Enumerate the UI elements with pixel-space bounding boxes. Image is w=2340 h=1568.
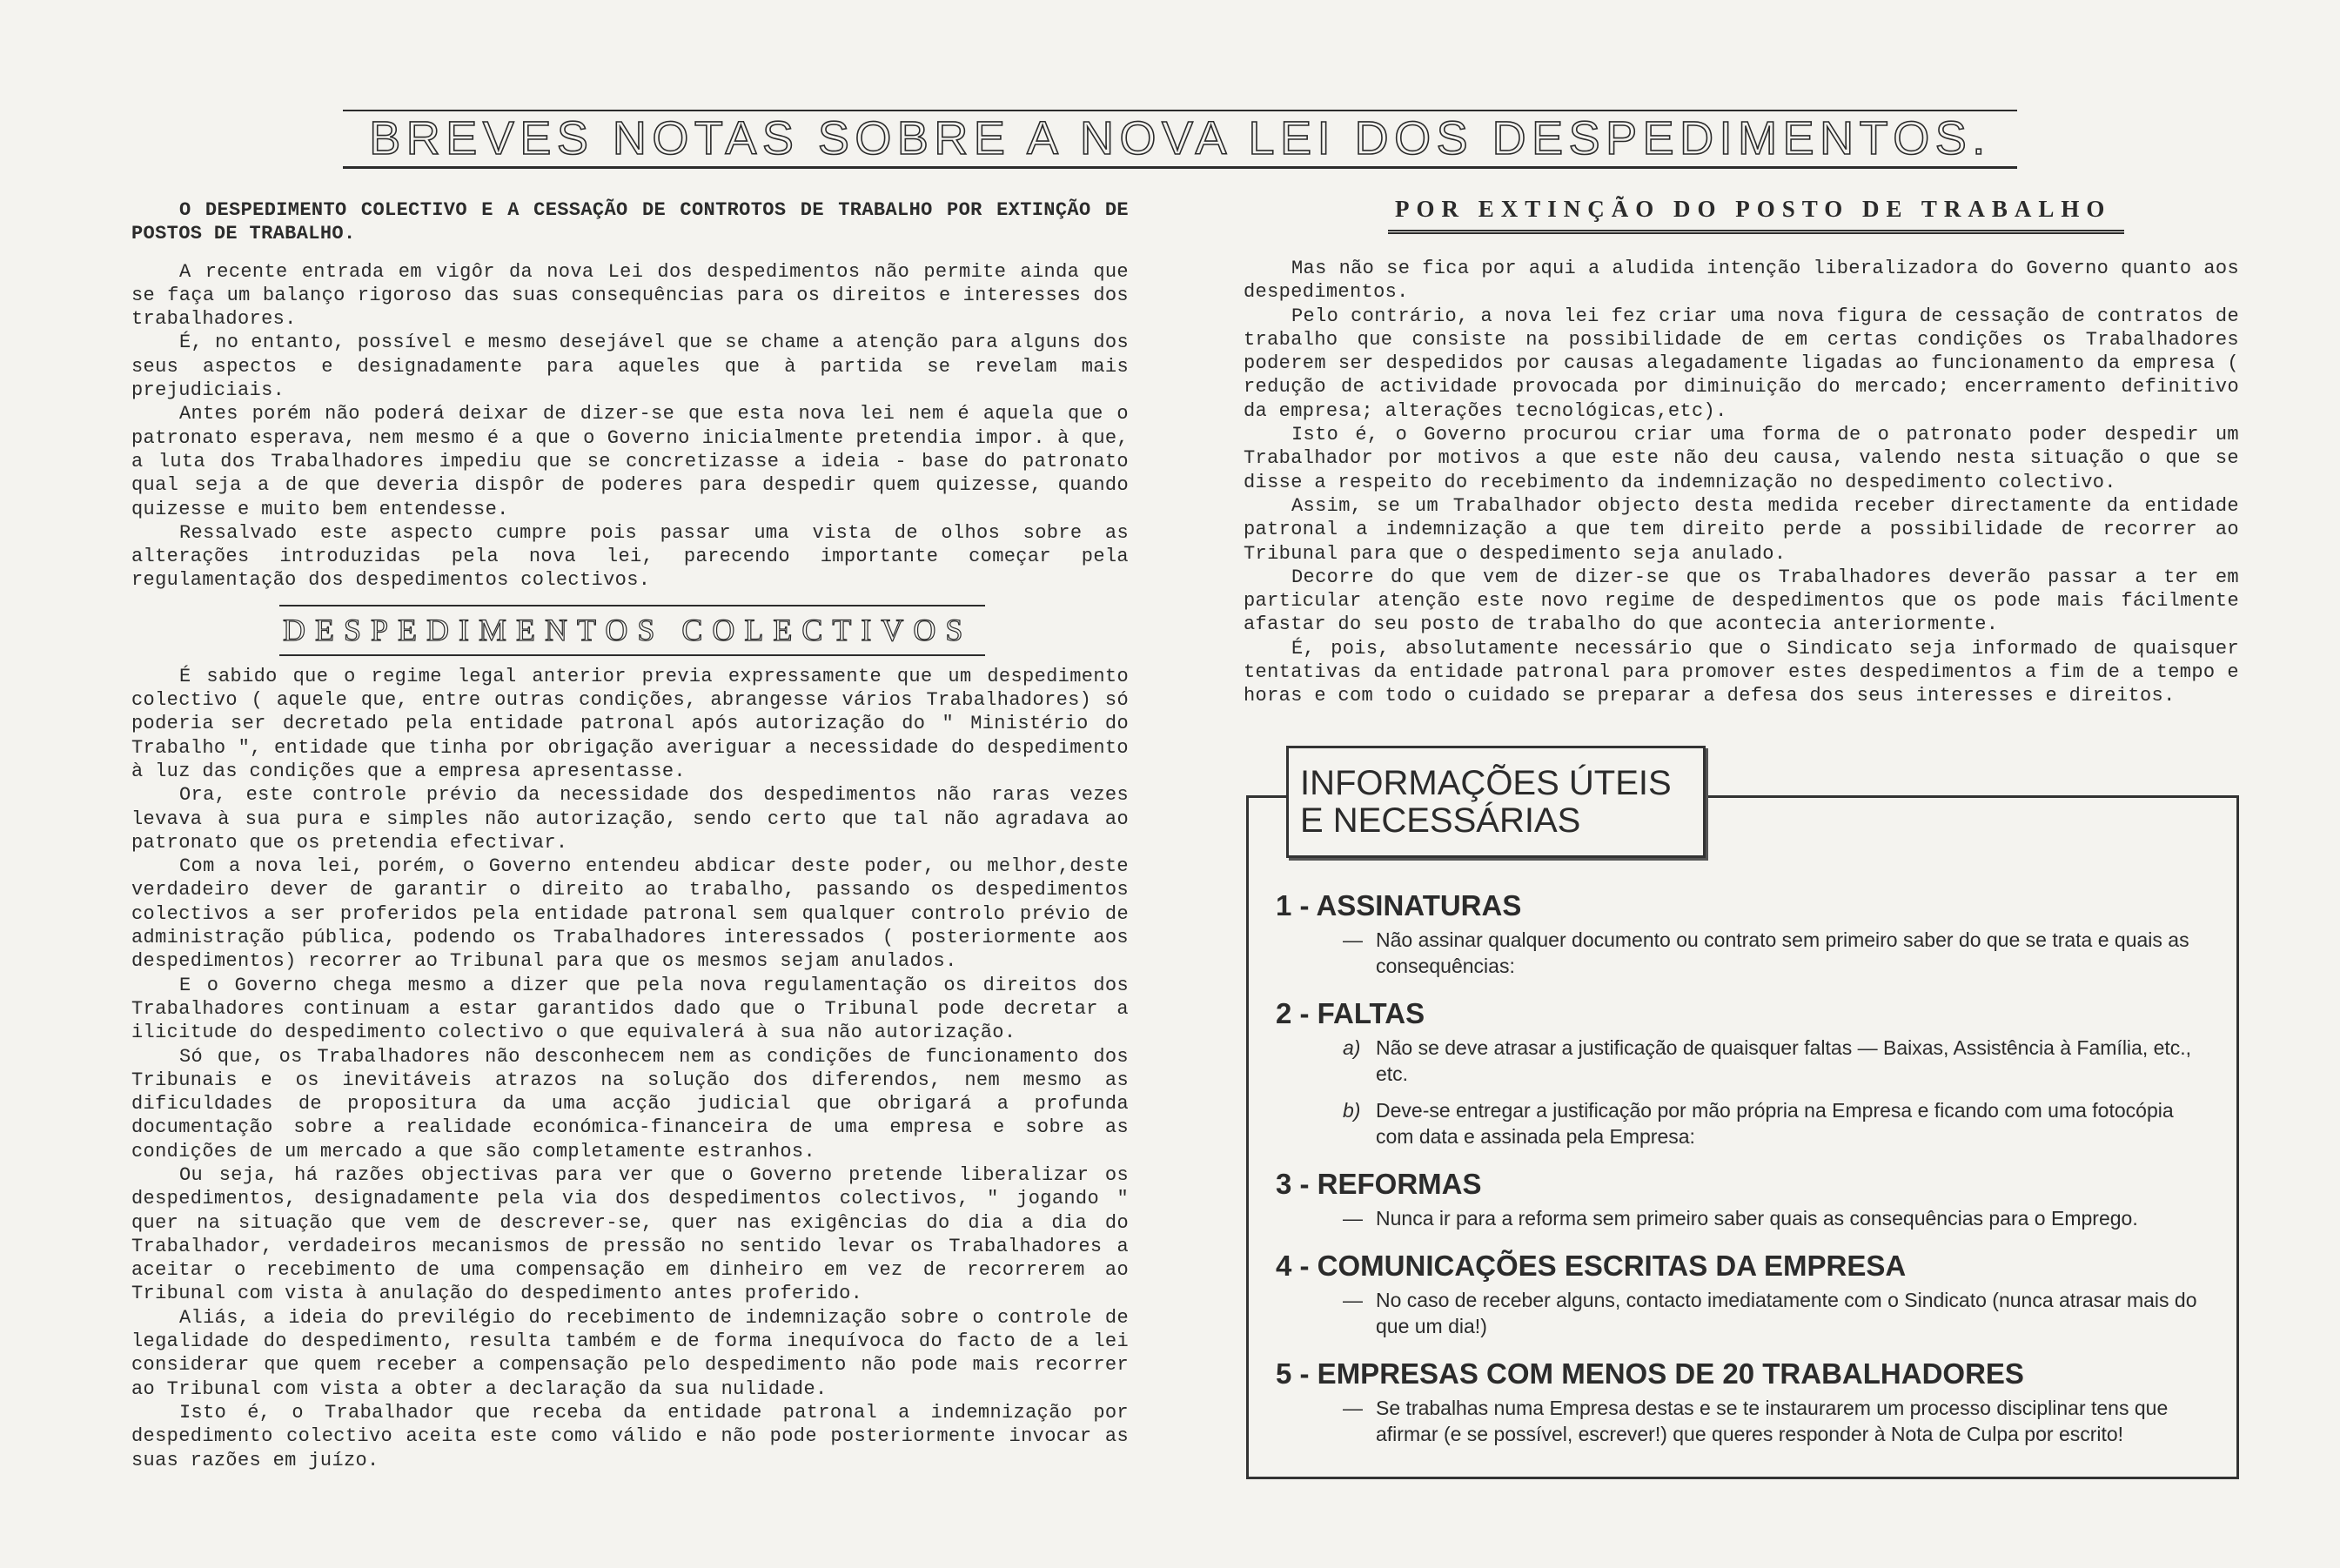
paragraph: Decorre do que vem de dizer-se que os Trabalhadores deverão passar a ter em particular atenção este novo regime de despedimentos que os pode mais fácilmente afastar do seu posto de trabalho do que acontecia anteriormente. [1244, 566, 2239, 636]
paragraph: E o Governo chega mesmo a dizer que pela nova regulamentação os direitos dos Trabalhadores continuam a estar garantidos dado que o Tribunal pode decretar a ilicitude do despedimento colectivo o que equivalerá à sua não autorização. [131, 974, 1129, 1044]
paragraph: Mas não se fica por aqui a aludida intenção liberalizadora do Governo quanto aos despedimentos. [1244, 258, 2239, 304]
info-item-list [1276, 1205, 2216, 1231]
info-section-faltas [1276, 996, 2216, 1149]
info-section-reformas [1276, 1167, 2216, 1231]
info-item [1276, 927, 2216, 979]
intro-heading: O DESPEDIMENTO COLECTIVO E A CESSAÇÃO DE CONTROTOS DE TRABALHO POR EXTINÇÃO DE POSTOS DE TRABALHO. [131, 199, 1129, 245]
dash-marker: — [1343, 928, 1363, 951]
info-item [1276, 1287, 2216, 1339]
info-section-heading: 5 - EMPRESAS COM MENOS DE 20 TRABALHADORES [1276, 1357, 2024, 1390]
dash-marker: — [1343, 1207, 1363, 1230]
info-section-assinaturas [1276, 888, 2216, 979]
info-section-empresas-pequenas [1276, 1357, 2216, 1447]
dash-marker: — [1343, 1397, 1363, 1419]
info-section-heading: 4 - COMUNICAÇÕES ESCRITAS DA EMPRESA [1276, 1250, 1907, 1282]
paragraph: É, no entanto, possível e mesmo desejável que se chame a atenção para alguns dos seus aspectos e designadamente para aqueles que à partida se revelam mais prejudiciais. [131, 332, 1129, 402]
info-item-list [1276, 1287, 2216, 1339]
info-box-title [1286, 746, 1706, 858]
info-box-title-line: INFORMAÇÕES ÚTEIS [1300, 764, 1672, 802]
right-column [1244, 193, 2239, 708]
paragraph: É, pois, absolutamente necessário que o Sindicato seja informado de quaisquer tentativas da entidade patronal para promover estes despedimentos a fim de a tempo e horas e com todo o cuidado se preparar a defesa dos seus interesses e direitos. [1244, 637, 2239, 707]
info-item [1276, 1097, 2216, 1149]
info-item-list [1276, 1035, 2216, 1149]
info-item-text: Se trabalhas numa Empresa destas e se te instaurarem um processo disciplinar tens que afirmar (e se possível, escrever!) que queres responder à Nota de Culpa por escrito! [1376, 1397, 2169, 1445]
left-column [131, 198, 1129, 1472]
info-item [1276, 1205, 2216, 1231]
paragraph: Isto é, o Trabalhador que receba da entidade patronal a indemnização por despedimento colectivo aceita este como válido e não pode posteriormente invocar as suas razões em juízo. [131, 1401, 1129, 1471]
paragraph: Ou seja, há razões objectivas para ver que o Governo pretende liberalizar os despedimentos, designadamente pela via dos despedimentos colectivos, " jogando " quer na situação que vem de descrever-se, quer nas exigências do dia a dia do Trabalhador, verdadeiros mecanismos de pressão no sentido levar os Trabalhadores a aceitar o recebimento de uma compensação em dinheiro em vez de recorrerem ao Tribunal com vista à anulação do despedimento antes proferido. [131, 1163, 1129, 1305]
paragraph: Só que, os Trabalhadores não desconhecem nem as condições de funcionamento dos Tribunais e os inevitáveis atrazos na solução dos diferendos, nem mesmo as dificuldades de propositura da uma acção judicial que obrigará a profunda documentação sobre a realidade económica-financeira de uma empresa e sobre as condições de um mercado a que são completamente estranhos. [131, 1045, 1129, 1163]
paragraph: Pelo contrário, a nova lei fez criar uma nova figura de cessação de contratos de trabalho que consiste na possibilidade de em certas condições os Trabalhadores poderem ser despedidos por causas alegadamente ligadas ao funcionamento da empresa ( redução de actividade provocada por diminuição do mercado; encerramento definitivo da empresa; alterações tecnológicas,etc). [1244, 305, 2239, 422]
info-section-comunicacoes [1276, 1249, 2216, 1339]
info-item-list [1276, 927, 2216, 979]
info-item-text: Deve-se entregar a justificação por mão própria na Empresa e ficando com uma fotocópia com data e assinada pela Empresa: [1376, 1099, 2174, 1148]
letter-marker: a) [1343, 1036, 1361, 1059]
dash-marker: — [1343, 1289, 1363, 1311]
paragraph: É sabido que o regime legal anterior previa expressamente que um despedimento colectivo ( aquele que, entre outras condições, abrangesse vários Trabalhadores) só poderia ser decretado pela entidade patronal após autorização do " Ministério do Trabalho ", entidade que tinha por obrigação averiguar a necessidade do despedimento à luz das condições que a empresa apresentasse. [131, 665, 1129, 782]
info-item-text: Não assinar qualquer documento ou contrato sem primeiro saber do que se trata e quais as consequências: [1376, 928, 2189, 977]
info-item-text: Não se deve atrasar a justificação de quaisquer faltas — Baixas, Assistência à Família, etc., etc. [1376, 1036, 2192, 1085]
paragraph: Assim, se um Trabalhador objecto desta medida receber directamente da entidade patronal a indemnização a que tem direito perde a possibilidade de recorrer ao Tribunal para que o despedimento seja anulado. [1244, 494, 2239, 565]
info-section-heading: 2 - FALTAS [1276, 997, 1425, 1029]
info-item [1276, 1395, 2216, 1447]
paragraph: A recente entrada em vigôr da nova Lei dos despedimentos não permite ainda que se faça um balanço rigoroso das suas consequências para os direitos e interesses dos trabalhadores. [131, 260, 1129, 331]
info-item-text: No caso de receber alguns, contacto imediatamente com o Sindicato (nunca atrasar mais do que um dia!) [1376, 1289, 2197, 1337]
paragraph: Aliás, a ideia do previlégio do recebimento de indemnização sobre o controle de legalidade do despedimento, resulta também e de forma inequívoca do facto de a lei considerar que quem receber a compensação pelo despedimento não pode mais recorrer ao Tribunal com vista a obter a declaração da sua nulidade. [131, 1306, 1129, 1400]
info-item-text: Nunca ir para a reforma sem primeiro saber quais as consequências para o Emprego. [1376, 1207, 2138, 1230]
paragraph: Com a nova lei, porém, o Governo entendeu abdicar deste poder, ou melhor,deste verdadeiro dever de garantir o direito ao trabalho, passando os despedimentos colectivos a ser proferidos pela entidade patronal sem qualquer controlo prévio de administração pública, podendo os Trabalhadores interessados ( posteriormente aos despedimentos) recorrer ao Tribunal para que os mesmos sejam anulados. [131, 855, 1129, 973]
letter-marker: b) [1343, 1099, 1361, 1122]
paragraph: Antes porém não poderá deixar de dizer-se que esta nova lei nem é aquela que o patronato esperava, nem mesmo é a que o Governo inicialmente pretendia impor. à que, a luta dos Trabalhadores impediu que se concretizasse a ideia - base do patronato qual seja a de que deveria dispôr de poderes para despedir quem quizesse, quando quizesse e muito bem entendesse. [131, 403, 1129, 520]
page-title: BREVES NOTAS SOBRE A NOVA LEI DOS DESPEDIMENTOS. [369, 112, 1991, 164]
info-section-heading: 3 - REFORMAS [1276, 1168, 1482, 1200]
paragraph: Ora, este controle prévio da necessidade dos despedimentos não raras vezes levava à sua pura e simples não autorização, sendo certo que tal não agradava ao patronato que os pretendia efectivar. [131, 784, 1129, 854]
paragraph: Ressalvado este aspecto cumpre pois passar uma vista de olhos sobre as alterações introduzidas pela nova lei, parecendo importante começar pela regulamentação dos despedimentos colectivos. [131, 521, 1129, 592]
info-item-list [1276, 1395, 2216, 1447]
section-heading-despedimentos-colectivos: DESPEDIMENTOS COLECTIVOS [279, 605, 985, 656]
info-section-heading: 1 - ASSINATURAS [1276, 889, 1522, 921]
section-heading-extincao-posto: POR EXTINÇÃO DO POSTO DE TRABALHO [1388, 193, 2124, 234]
info-box-title-line: E NECESSÁRIAS [1300, 801, 1581, 840]
paragraph: Isto é, o Governo procurou criar uma forma de o patronato poder despedir um Trabalhador por motivos a que este não deu causa, valendo nesta situação o que se disse a respeito do recebimento da indemnização no despedimento colectivo. [1244, 424, 2239, 493]
info-box-content [1276, 888, 2216, 1447]
title-bar [343, 110, 2017, 169]
info-item [1276, 1035, 2216, 1087]
